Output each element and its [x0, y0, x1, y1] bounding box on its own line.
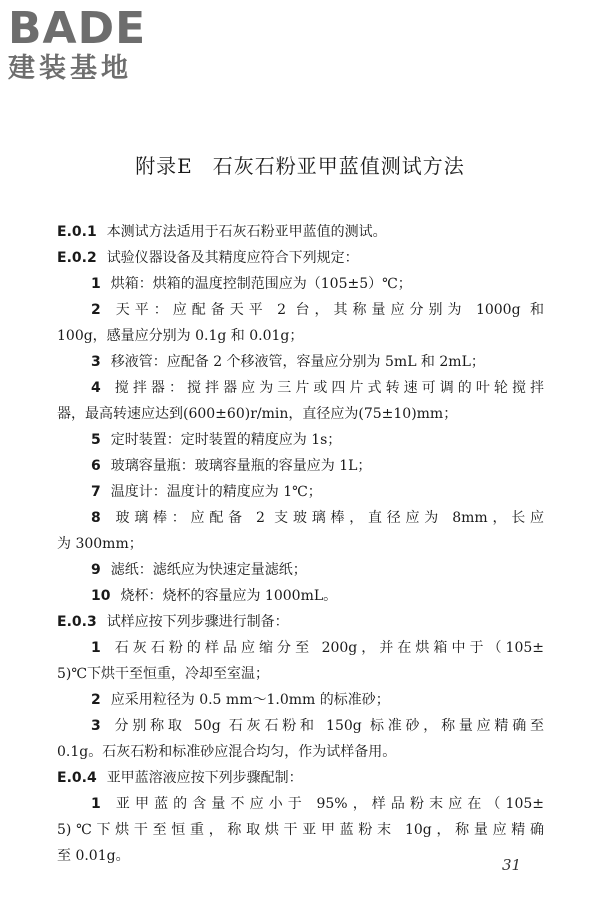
item-e02-2-cont: 100g，感量应分别为 0.1g 和 0.01g； [57, 328, 304, 344]
bade-logo [8, 3, 178, 84]
section-number: E.0.4 [57, 770, 97, 786]
item-number: 1 [91, 276, 101, 292]
section-text: 亚甲蓝溶液应按下列步骤配制： [106, 770, 303, 786]
item-e04-1 [57, 791, 544, 817]
item-number: 10 [91, 588, 111, 604]
item-e04-1-cont2: 至 0.01g。 [57, 848, 130, 864]
item-number: 2 [91, 302, 101, 318]
appendix-label: 附录E [135, 154, 193, 178]
section-text: 本测试方法适用于石灰石粉亚甲蓝值的测试。 [106, 224, 387, 240]
item-text: 分别称取 50g 石灰石粉和 150g 标准砂，称量应精确至 [110, 718, 544, 734]
appendix-title: 石灰石粉亚甲蓝值测试方法 [212, 154, 465, 178]
page-number: 31 [502, 856, 522, 874]
item-number: 3 [91, 718, 101, 734]
item-e02-2 [57, 297, 544, 323]
item-number: 4 [91, 380, 101, 396]
item-e02-4-cont: 器，最高转速应达到(600±60)r/min，直径应为(75±10)mm； [57, 406, 458, 422]
item-number: 5 [91, 432, 101, 448]
item-text: 滤纸：滤纸应为快速定量滤纸； [110, 562, 307, 578]
item-text: 亚甲蓝的含量不应小于 95%，样品粉末应在（105± [110, 796, 544, 812]
item-number: 2 [91, 692, 101, 708]
item-e02-8-cont: 为 300mm； [57, 536, 143, 552]
section-number: E.0.1 [57, 224, 97, 240]
section-number: E.0.2 [57, 250, 97, 266]
item-number: 9 [91, 562, 101, 578]
document-body [57, 219, 544, 869]
item-e02-3 [57, 349, 544, 375]
item-e02-5 [57, 427, 544, 453]
item-number: 3 [91, 354, 101, 370]
section-text: 试样应按下列步骤进行制备： [106, 614, 289, 630]
item-e02-4 [57, 375, 544, 401]
item-text: 烘箱：烘箱的温度控制范围应为（105±5）℃； [110, 276, 412, 292]
item-text: 石灰石粉的样品应缩分至 200g，并在烘箱中于（105± [110, 640, 544, 656]
logo-wordmark: BADE [8, 3, 147, 54]
item-e02-7 [57, 479, 544, 505]
item-text: 玻璃容量瓶：玻璃容量瓶的容量应为 1L； [110, 458, 372, 474]
section-number: E.0.3 [57, 614, 97, 630]
item-e03-3-cont: 0.1g。石灰石粉和标准砂应混合均匀，作为试样备用。 [57, 744, 397, 760]
item-e03-2 [57, 687, 544, 713]
section-text: 试验仪器设备及其精度应符合下列规定： [106, 250, 359, 266]
item-text: 应采用粒径为 0.5 mm～1.0mm 的标准砂； [110, 692, 390, 708]
item-text: 搅拌器：搅拌器应为三片或四片式转速可调的叶轮搅拌 [110, 380, 544, 396]
item-e02-10 [57, 583, 544, 609]
item-number: 6 [91, 458, 101, 474]
item-e02-9 [57, 557, 544, 583]
item-e02-6 [57, 453, 544, 479]
item-e03-1-cont: 5)℃下烘干至恒重，冷却至室温； [57, 666, 270, 682]
item-number: 8 [91, 510, 101, 526]
item-e04-1-cont: 5)℃下烘干至恒重，称取烘干亚甲蓝粉末 10g，称量应精确 [57, 822, 544, 838]
section-e01 [57, 219, 544, 245]
item-e03-1 [57, 635, 544, 661]
item-number: 1 [91, 796, 101, 812]
item-text: 温度计：温度计的精度应为 1℃； [110, 484, 322, 500]
item-e03-3 [57, 713, 544, 739]
logo-subtitle: 建装基地 [8, 53, 132, 84]
item-text: 烧杯：烧杯的容量应为 1000mL。 [120, 588, 338, 604]
section-e03 [57, 609, 544, 635]
item-e02-8 [57, 505, 544, 531]
section-e04 [57, 765, 544, 791]
item-text: 移液管：应配备 2 个移液管，容量应分别为 5mL 和 2mL； [110, 354, 485, 370]
item-text: 玻璃棒：应配备 2 支玻璃棒，直径应为 8mm，长应 [110, 510, 544, 526]
item-e02-1 [57, 271, 544, 297]
section-e02 [57, 245, 544, 271]
page-title [0, 153, 600, 179]
item-text: 定时装置：定时装置的精度应为 1s； [110, 432, 342, 448]
item-number: 1 [91, 640, 101, 656]
item-number: 7 [91, 484, 101, 500]
item-text: 天平：应配备天平 2 台，其称量应分别为 1000g 和 [110, 302, 544, 318]
